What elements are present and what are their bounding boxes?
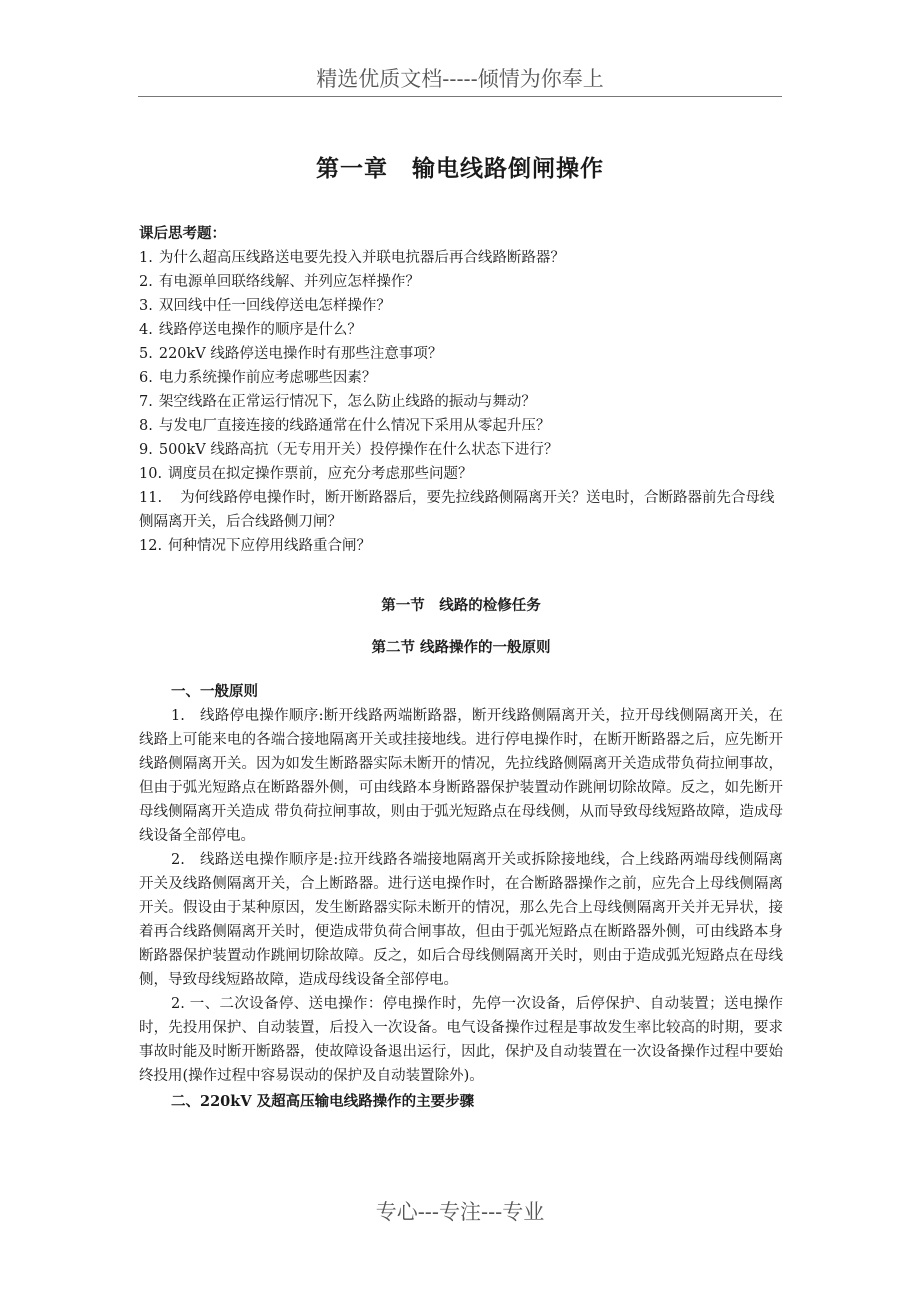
document-body (139, 222, 783, 1114)
question-item (139, 246, 783, 270)
question-item (139, 342, 783, 366)
sub-heading-1: 一、一般原则 (171, 683, 258, 700)
question-text: 调度员在拟定操作票前，应充分考虑那些问题？ (168, 466, 473, 482)
question-number: 3. (139, 298, 153, 314)
page-footer: 专心---专注---专业 (375, 1200, 545, 1224)
questions-list (139, 246, 783, 558)
page-header: 精选优质文档-----倾情为你奉上 (138, 62, 782, 97)
question-number: 4. (139, 322, 153, 338)
paragraph-primary-secondary: 2. 一、二次设备停、送电操作：停电操作时，先停一次设备，后停保护、自动装置；送电操作时，先投用保护、自动装置，后投入一次设备。电气设备操作过程是事故发生率比较高的时期，要求事故时能及时断开断路器，使故障设备退出运行，因此，保护及自动装置在一次设备操作过程中要始终投用(操作过程中容易误动的保护及自动装置除外)。 (139, 996, 783, 1084)
question-number: 1. (139, 250, 153, 266)
question-item (139, 438, 783, 462)
question-text: 为何线路停电操作时，断开断路器后，要先拉线路侧隔离开关？送电时，合断路器前先合母线侧隔离开关，后合线路侧刀闸？ (139, 490, 775, 530)
question-item (139, 486, 783, 534)
question-text: 为什么超高压线路送电要先投入并联电抗器后再合线路断路器？ (158, 250, 565, 266)
question-text: 何种情况下应停用线路重合闸？ (168, 538, 372, 554)
question-item (139, 462, 783, 486)
question-text: 双回线中任一回线停送电怎样操作？ (158, 298, 391, 314)
sub-heading-2: 二、220kV 及超高压输电线路操作的主要步骤 (171, 1093, 475, 1110)
section-title-1: 第一节 线路的检修任务 (381, 597, 541, 614)
question-item (139, 390, 783, 414)
question-text: 架空线路在正常运行情况下，怎么防止线路的振动与舞动？ (158, 394, 536, 410)
questions-heading: 课后思考题： (139, 225, 226, 242)
question-number: 10. (139, 466, 163, 482)
chapter-title: 第一章 输电线路倒闸操作 (316, 155, 604, 182)
question-number: 12. (139, 538, 163, 554)
question-item (139, 294, 783, 318)
question-number: 7. (139, 394, 153, 410)
paragraph-stop-sequence: 1. 线路停电操作顺序:断开线路两端断路器，断开线路侧隔离开关，拉开母线侧隔离开关，在线路上可能来电的各端合接地隔离开关或挂接地线。进行停电操作时，在断开断路器之后，应先断开线路侧隔离开关。因为如发生断路器实际未断开的情况，先拉线路侧隔离开关造成带负荷拉闸事故，但由于弧光短路点在断路器外侧，可由线路本身断路器保护装置动作跳闸切除故障。反之，如先断开母线侧隔离开关造成 带负荷拉闸事故，则由于弧光短路点在母线侧，从而导致母线短路故障，造成母线设备全部停电。 (139, 708, 783, 844)
question-number: 8. (139, 418, 153, 434)
section-title-2: 第二节 线路操作的一般原则 (371, 639, 551, 656)
question-number: 6. (139, 370, 153, 386)
question-number: 9. (139, 442, 153, 458)
question-number: 2. (139, 274, 153, 290)
question-text: 电力系统操作前应考虑哪些因素？ (158, 370, 377, 386)
question-number: 11. (139, 490, 163, 506)
paragraph-send-sequence: 2. 线路送电操作顺序是:拉开线路各端接地隔离开关或拆除接地线，合上线路两端母线侧隔离开关及线路侧隔离开关，合上断路器。进行送电操作时，在合断路器操作之前，应先合上母线侧隔离开关。假设由于某种原因，发生断路器实际未断开的情况，那么先合上母线侧隔离开关并无异状，接着再合线路侧隔离开关时，便造成带负荷合闸事故，但由于弧光短路点在断路器外侧，可由线路本身断路器保护装置动作跳闸切除故障。反之，如后合母线侧隔离开关时，则由于造成弧光短路点在母线侧，导致母线短路故障，造成母线设备全部停电。 (139, 852, 783, 988)
question-item (139, 270, 783, 294)
question-text: 500kV 线路高抗（无专用开关）投停操作在什么状态下进行？ (158, 442, 559, 458)
question-item (139, 414, 783, 438)
question-text: 与发电厂直接连接的线路通常在什么情况下采用从零起升压？ (158, 418, 551, 434)
question-text: 有电源单回联络线解、并列应怎样操作？ (158, 274, 420, 290)
question-text: 线路停送电操作的顺序是什么？ (158, 322, 362, 338)
question-item (139, 534, 783, 558)
question-item (139, 318, 783, 342)
question-item (139, 366, 783, 390)
question-text: 220kV 线路停送电操作时有那些注意事项？ (158, 346, 443, 362)
question-number: 5. (139, 346, 153, 362)
